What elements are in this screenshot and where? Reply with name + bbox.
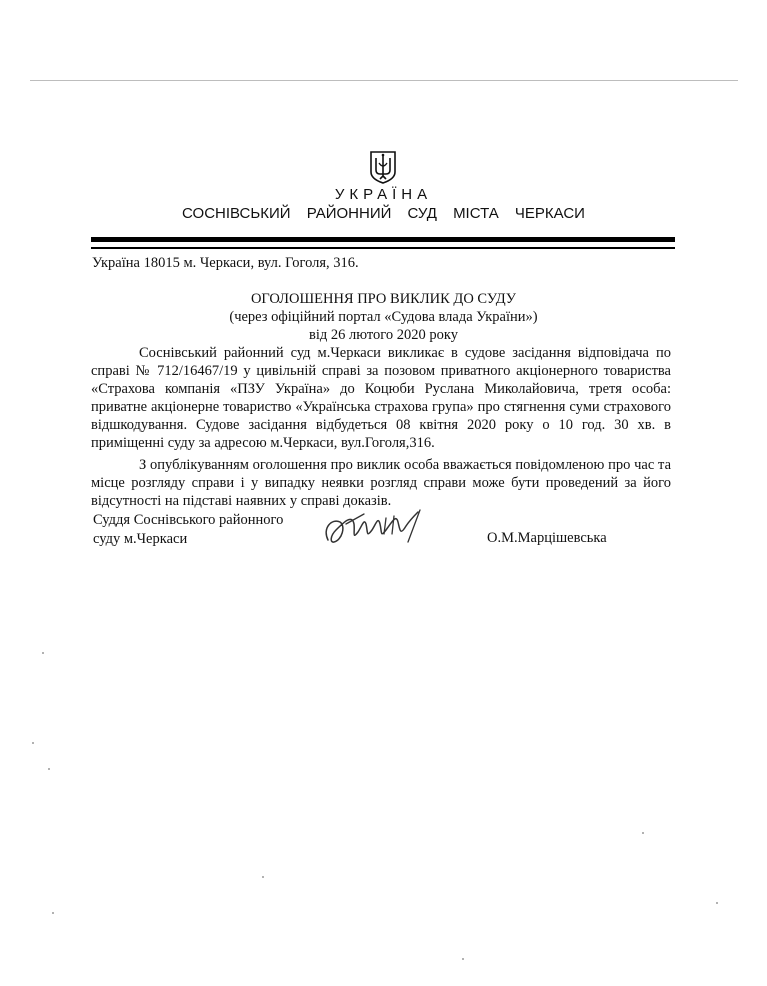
notice-subtitle: (через офіційний портал «Судова влада України») [229, 309, 538, 325]
country-title: УКРАЇНА [334, 186, 433, 203]
scan-speck [262, 876, 264, 878]
header-rule-thin [91, 247, 675, 249]
scan-speck [42, 652, 44, 654]
scan-speck [32, 742, 34, 744]
notice-heading [0, 290, 767, 344]
notice-paragraph-1: Соснівський районний суд м.Черкаси викликає в судове засідання відповідача по справі № 712/16467/19 у цивільній справі за позовом приватного акціонерного товариства «Страхова компанія «ПЗУ Україна» до Коцюби Руслана Миколайовича, третя особа: приватне акціонерне товариство «Українська страхова група» про стягнення суми страхового відшкодування. Судове засідання відбудеться 08 квітня 2020 року о 10 год. 30 хв. в приміщенні суду за адресою м.Черкаси, вул.Гоголя,316. [91, 345, 671, 451]
scan-speck [462, 958, 464, 960]
handwritten-signature [322, 502, 434, 552]
notice-paragraph-2: З опублікуванням оголошення про виклик особа вважається повідомленою про час та місце розгляду справи і у випадку неявки розгляд справи може бути проведений за його відсутності на підставі наявних у справі доказів. [91, 457, 671, 509]
judge-name: О.М.Марцішевська [487, 530, 607, 546]
scan-speck [52, 912, 54, 914]
judge-title-line-2: суду м.Черкаси [93, 531, 188, 547]
court-address: Україна 18015 м. Черкаси, вул. Гоголя, 316. [92, 255, 359, 271]
notice-body [91, 344, 671, 510]
scan-speck [642, 832, 644, 834]
trident-emblem-icon [368, 150, 398, 184]
court-name: СОСНІВСЬКИЙ РАЙОННИЙ СУД МІСТА ЧЕРКАСИ [182, 205, 585, 222]
notice-date: від 26 лютого 2020 року [309, 327, 458, 343]
scan-speck [716, 902, 718, 904]
scan-border-line [30, 80, 738, 81]
judge-title-line-1: Суддя Соснівського районного [93, 512, 284, 528]
header-rule-thick [91, 237, 675, 242]
judge-title [93, 511, 283, 549]
scan-speck [48, 768, 50, 770]
notice-title: ОГОЛОШЕННЯ ПРО ВИКЛИК ДО СУДУ [250, 291, 517, 307]
